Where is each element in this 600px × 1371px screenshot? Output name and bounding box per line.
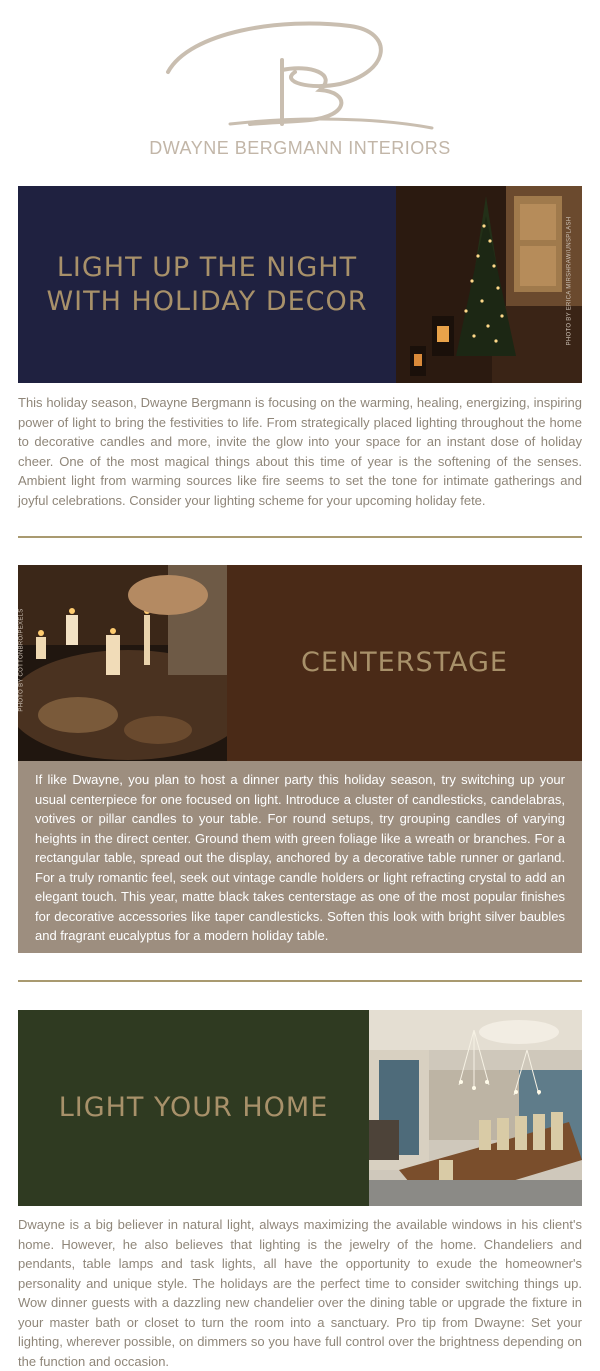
banner-title [46,251,367,319]
banner-title [301,646,508,680]
banner-title-line-2: WITH HOLIDAY DECOR [46,285,368,317]
banner-centerstage [18,565,582,761]
photo-christmas-tree-entry [396,186,582,383]
section-2-body: If like Dwayne, you plan to host a dinner party this holiday season, try switching up your usual centerpiece for one focused on light. Introduce a cluster of candlesticks, candelabras, votives or pillar candles to your table. For round setups, try grouping candles of varying heights in the direct center. Ground them with green foliage like a wreath or branches. For a rectangular table, spread out the display, anchored by a decorative table runner or garland. For a truly romantic feel, seek out vintage candle holders or light refracting crystal to add an elegant touch. This year, matte black takes centerstage as one of the most popular finishes for decorative accessories like taper candlesticks. Soften this look with bright silver baubles and fragrant eucalyptus for a modern holiday table. [35,772,565,943]
banner-title-panel [18,186,396,383]
banner-title-panel [227,565,582,761]
photo-dining-room-chandelier [369,1010,582,1206]
banner-title-panel [18,1010,369,1206]
banner-title-line-1: CENTERSTAGE [301,647,508,678]
brand-header [0,0,600,170]
banner-title-line-1: LIGHT UP THE NIGHT [56,251,358,283]
photo-credit: PHOTO BY COTTONBRO/PEXELS [18,608,25,712]
divider-2 [18,980,582,982]
photo-candlelit-dinner [18,565,227,761]
photo-credit: PHOTO BY ERICA MIRSHRAW/UNSPLASH [566,216,573,346]
section-3-body: Dwayne is a big believer in natural light, always maximizing the available windows in his client's home. However, he also believes that lighting is the jewelry of the home. Chandeliers and pendants, table lamps and task lights, all have the opportunity to exude the homeowner's personality and unique style. The holidays are the perfect time to consider switching things up. Wow dinner guests with a dazzling new chandelier over the dining table or upgrade the fixture in your master bath or closet to turn the room into a sanctuary. Pro tip from Dwayne: Set your lighting, wherever possible, on dimmers so you have full control over the brightness depending on the function and occasion. [18,1217,582,1369]
banner-title [59,1091,329,1125]
brand-name: DWAYNE BERGMANN INTERIORS [149,138,451,158]
banner-holiday-decor [18,186,582,383]
section-1-body: This holiday season, Dwayne Bergmann is focusing on the warming, healing, energizing, inspiring power of light to bring the festivities to life. From strategically placed lighting throughout the home to decorative candles and more, invite the glow into your space for an instant dose of holiday cheer. One of the most magical things about this time of year is the softening of the senses. Ambient light from warming sources like fire seems to set the tone for intimate gatherings and joyful celebrations. Consider your lighting scheme for your upcoming holiday fete. [18,395,582,508]
divider-1 [18,536,582,538]
brand-logo-mark [160,12,440,132]
banner-title-line-1: LIGHT YOUR HOME [58,1092,329,1123]
banner-light-your-home [18,1010,582,1206]
centerstage-text-box [18,761,582,953]
